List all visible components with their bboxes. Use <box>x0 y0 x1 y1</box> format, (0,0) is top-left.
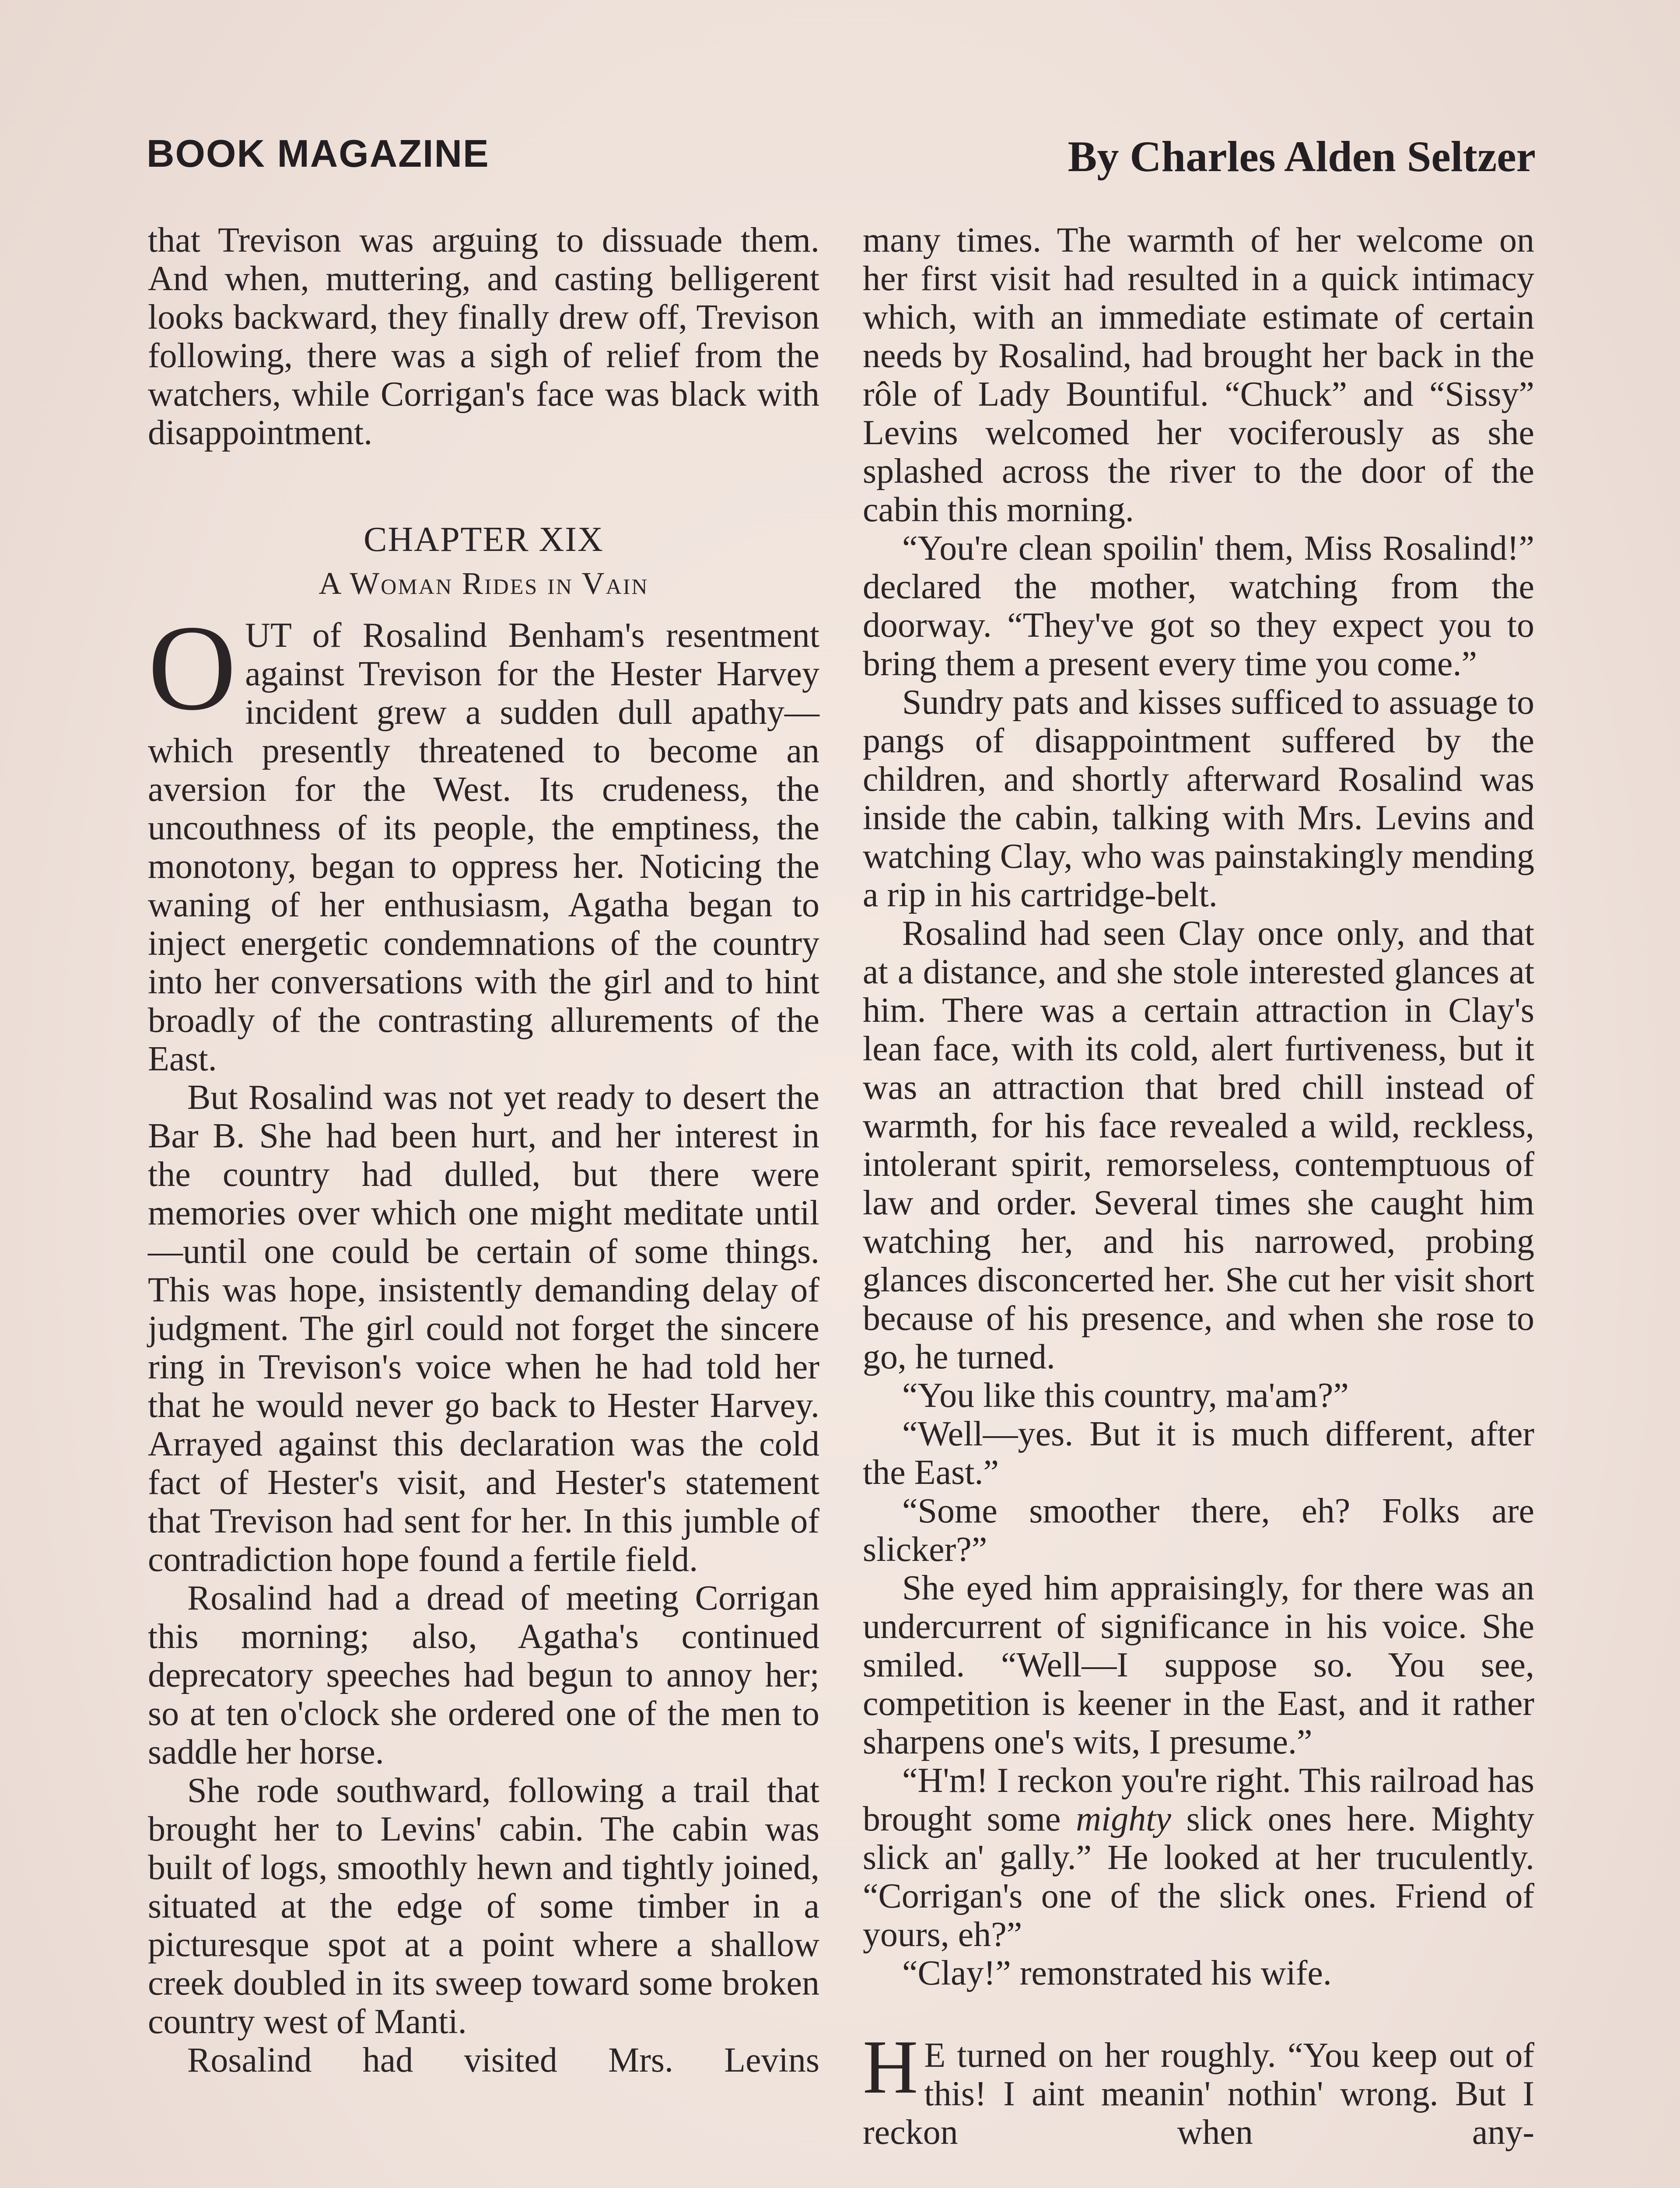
chapter-title: CHAPTER XIX <box>364 520 604 559</box>
paragraph-text: slick ones here. Mighty slick an' gally.” He looked at her truculently. “Corrigan's one of the slick ones. Friend of yours, eh?” <box>863 1800 1534 1954</box>
paragraph: “You like this country, ma'am?” <box>902 1376 1349 1415</box>
paragraph <box>863 1761 1534 1954</box>
paragraph: Rosalind had a dread of meeting Corrigan this morning; also, Agatha's continued deprecatory speeches had begun to annoy her; so at ten o'clock she ordered one of the men to saddle her horse. <box>148 1579 819 1771</box>
paragraph: that Trevison was arguing to dissuade them. And when, muttering, and casting belligerent looks backward, they finally drew off, Trevison following, there was a sigh of relief from the watchers, while Corrigan's face was black with disappointment. <box>148 221 819 452</box>
drop-cap: O <box>148 600 237 736</box>
paragraph: “Well—yes. But it is much different, after the East.” <box>863 1415 1534 1492</box>
paragraph: “You're clean spoilin' them, Miss Rosalind!” declared the mother, watching from the doorway. “They've got so they expect you to bring them a present every time you come.” <box>863 529 1534 683</box>
paragraph: “Clay!” remonstrated his wife. <box>902 1954 1332 1992</box>
right-column <box>863 221 1534 2152</box>
paragraph: Rosalind had seen Clay once only, and that at a distance, and she stole interested glances at him. There was a certain attraction in Clay's lean face, with its cold, alert furtiveness, but it was an attraction that bred chill instead of warmth, for his face revealed a wild, reckless, intolerant spirit, remorseless, contemptuous of law and order. Several times she caught him watching her, and his narrowed, probing glances disconcerted her. She cut her visit short because of his presence, and when she rose to go, he turned. <box>863 914 1534 1376</box>
paragraph: Sundry pats and kisses sufficed to assuage to pangs of disappointment suffered by the children, and shortly afterward Rosalind was inside the cabin, talking with Mrs. Levins and watching Clay, who was painstakingly mending a rip in his cartridge-belt. <box>863 683 1534 914</box>
magazine-title: BOOK MAGAZINE <box>147 132 490 175</box>
paragraph <box>148 600 819 1078</box>
paragraph-text: E turned on her roughly. “You keep out of this! I aint meanin' nothin' wrong. But I reckon when any- <box>863 2036 1534 2152</box>
paragraph: She rode southward, following a trail that brought her to Levins' cabin. The cabin was built of logs, smoothly hewn and tightly joined, situated at the edge of some timber in a picturesque spot at a point where a shallow creek doubled in its sweep toward some broken country west of Manti. <box>148 1771 819 2041</box>
paragraph: “Some smoother there, eh? Folks are slicker?” <box>863 1492 1534 1569</box>
author-byline: By Charles Alden Seltzer <box>1068 132 1536 181</box>
paragraph: Rosalind had visited Mrs. Levins <box>187 2041 819 2079</box>
paragraph: She eyed him appraisingly, for there was an undercurrent of significance in his voice. She smiled. “Well—I suppose so. You see, competition is keener in the East, and it rather sharpens one's wits, I presume.” <box>863 1569 1534 1761</box>
paragraph <box>863 2024 1534 2152</box>
chapter-subtitle: A Woman Rides in Vain <box>318 566 649 601</box>
paragraph: But Rosalind was not yet ready to desert the Bar B. She had been hurt, and her interest in the country had dulled, but there were memories over which one might meditate until—until one could be certain of some things. This was hope, insistently demanding delay of judgment. The girl could not forget the sincere ring in Trevison's voice when he had told her that he would never go back to Hester Harvey. Arrayed against this declaration was the cold fact of Hester's visit, and Hester's statement that Trevison had sent for her. In this jumble of contradiction hope found a fertile field. <box>148 1078 819 1579</box>
drop-cap: H <box>863 2024 918 2109</box>
left-column <box>148 221 819 2079</box>
emphasis-text: mighty <box>1076 1800 1171 1838</box>
paragraph-text: UT of Rosalind Benham's resentment against Trevison for the Hester Harvey incident grew a sudden dull apathy—which presently threatened to become an aversion for the West. Its crudeness, the uncouthness of its people, the emptiness, the monotony, began to oppress her. Noticing the waning of her enthusiasm, Agatha began to inject energetic condemnations of the country into her conversations with the girl and to hint broadly of the contrasting allurements of the East. <box>148 616 819 1078</box>
paragraph-text: “H'm! I reckon you're right. This railroad has brought some <box>863 1761 1534 1838</box>
paragraph: many times. The warmth of her welcome on her first visit had resulted in a quick intimacy which, with an immediate estimate of certain needs by Rosalind, had brought her back in the rôle of Lady Bountiful. “Chuck” and “Sissy” Levins welcomed her vociferously as she splashed across the river to the door of the cabin this morning. <box>863 221 1534 529</box>
